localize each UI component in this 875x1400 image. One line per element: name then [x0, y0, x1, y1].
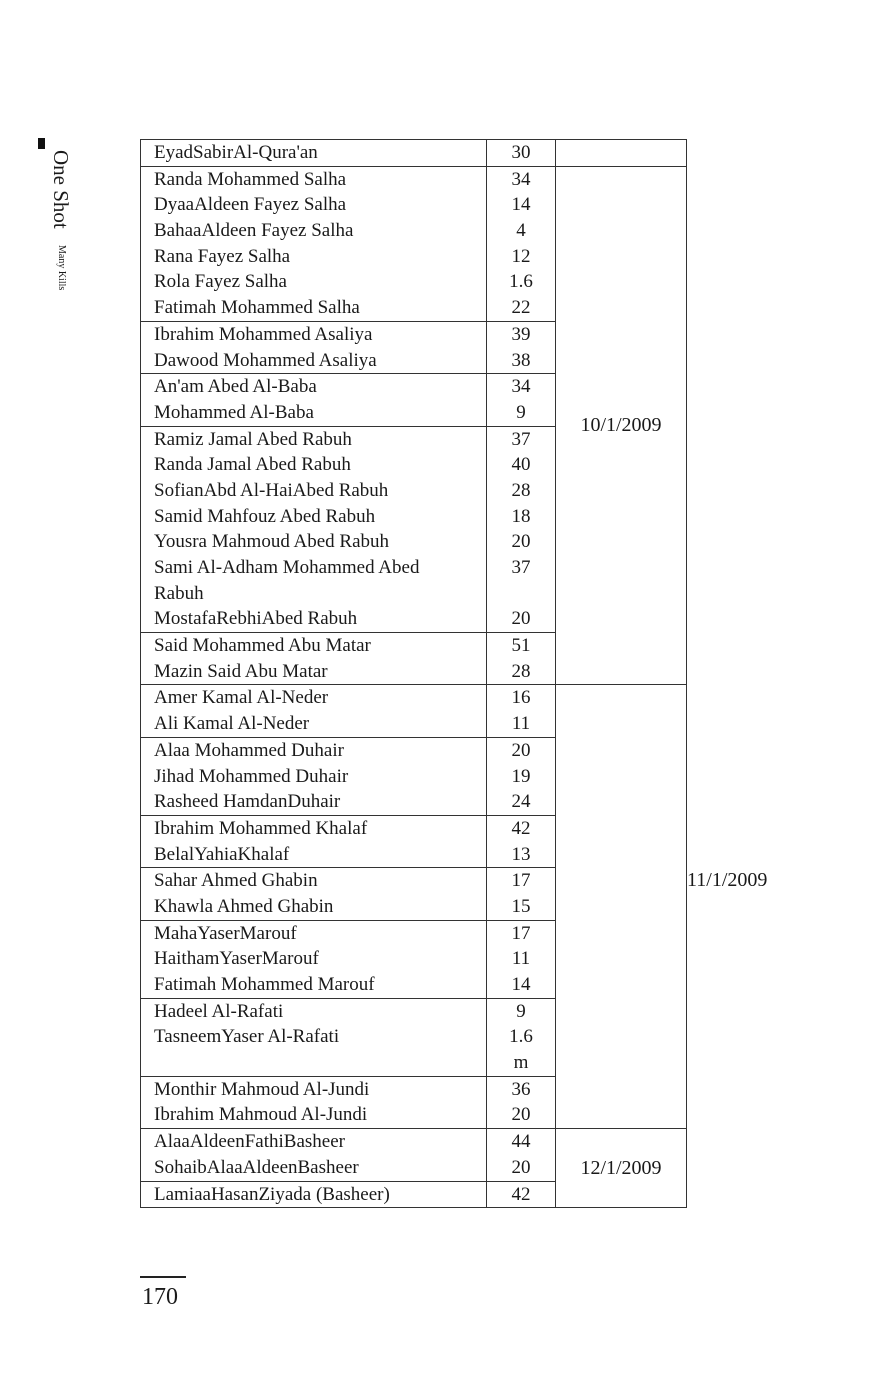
victim-age: 1.6 — [509, 271, 533, 293]
table-row — [141, 685, 687, 737]
victims-table — [140, 139, 768, 1208]
victim-age: 42 — [511, 817, 531, 839]
victim-age: 36 — [511, 1078, 531, 1100]
name-cell — [141, 321, 487, 373]
victim-name: Alaa Mohammed Duhair — [154, 739, 344, 761]
victim-age: 9 — [516, 1000, 526, 1022]
victim-age: 24 — [511, 791, 531, 813]
victim-name: Amer Kamal Al-Neder — [154, 687, 329, 709]
victim-age: 17 — [511, 870, 531, 892]
victim-name: Rola Fayez Salha — [154, 271, 287, 293]
name-spacer — [154, 1050, 486, 1076]
age-cell — [487, 1076, 556, 1128]
victim-name: BelalYahiaKhalaf — [154, 843, 290, 865]
name-cell — [141, 1129, 487, 1181]
table-row — [141, 920, 687, 998]
name-cell — [141, 868, 487, 920]
victim-name: Sahar Ahmed Ghabin — [154, 870, 318, 892]
table-row — [141, 868, 687, 920]
age-cell — [487, 140, 556, 167]
name-cell — [141, 920, 487, 998]
name-cell — [141, 815, 487, 867]
name-cell — [141, 685, 487, 737]
victim-name: Khawla Ahmed Ghabin — [154, 895, 334, 917]
victim-name: Jihad Mohammed Duhair — [154, 765, 349, 787]
victim-age: 34 — [511, 376, 531, 398]
victim-name: Fatimah Mohammed Marouf — [154, 974, 375, 995]
victim-name: DyaaAldeen Fayez Salha — [154, 194, 347, 216]
victim-name: SohaibAlaaAldeenBasheer — [154, 1156, 359, 1178]
victim-age: 18 — [511, 505, 531, 527]
age-cell — [487, 868, 556, 920]
victim-name: Ramiz Jamal Abed Rabuh — [154, 428, 352, 450]
name-cell — [141, 166, 487, 321]
victim-age: 44 — [511, 1131, 531, 1153]
table-row — [141, 1129, 687, 1181]
victim-age: 16 — [511, 687, 531, 709]
footer-rule — [140, 1276, 186, 1278]
victim-name: EyadSabirAl-Qura'an — [154, 142, 318, 163]
victim-name: Samid Mahfouz Abed Rabuh — [154, 505, 376, 527]
victim-name: AlaaAldeenFathiBasheer — [154, 1131, 345, 1153]
victim-age: 39 — [511, 323, 531, 345]
victim-name: Hadeel Al-Rafati — [154, 1000, 284, 1022]
victim-name: Fatimah Mohammed Salha — [154, 297, 360, 319]
victim-name: TasneemYaser Al-Rafati — [154, 1026, 340, 1048]
victim-age: m — [513, 1052, 529, 1074]
age-cell — [487, 1129, 556, 1181]
victim-name: Monthir Mahmoud Al-Jundi — [154, 1078, 370, 1100]
victim-age: 30 — [511, 142, 531, 163]
age-cell — [487, 374, 556, 426]
name-cell — [141, 633, 487, 685]
victim-age: 14 — [511, 974, 531, 995]
name-cell — [141, 426, 487, 633]
date-cell — [556, 166, 687, 685]
victim-age: 20 — [511, 608, 531, 630]
victim-age: 12 — [511, 245, 531, 267]
victim-name: Yousra Mahmoud Abed Rabuh — [154, 531, 390, 553]
victim-age: 28 — [511, 479, 531, 501]
victim-name: Dawood Mohammed Asaliya — [154, 349, 377, 371]
age-cell — [487, 920, 556, 998]
victim-age: 19 — [511, 765, 531, 787]
victim-name: Randa Mohammed Salha — [154, 168, 347, 190]
victim-age: 4 — [516, 220, 526, 242]
name-cell — [141, 1181, 487, 1208]
victim-name: Randa Jamal Abed Rabuh — [154, 454, 351, 476]
age-cell — [487, 426, 556, 633]
victim-name: HaithamYaserMarouf — [154, 948, 319, 970]
table-row — [141, 140, 687, 167]
table-row — [141, 815, 687, 867]
date-cell — [556, 1129, 687, 1208]
victim-name: An'am Abed Al-Baba — [154, 376, 317, 398]
table-row — [141, 1076, 687, 1128]
victim-name: Rasheed HamdanDuhair — [154, 791, 341, 813]
victim-age: 20 — [511, 1104, 531, 1126]
victim-name: BahaaAldeen Fayez Salha — [154, 220, 354, 242]
age-cell — [487, 166, 556, 321]
table-row — [141, 166, 687, 321]
victim-age: 1.6 — [509, 1026, 533, 1048]
victim-name: SofianAbd Al-HaiAbed Rabuh — [154, 479, 389, 501]
victim-name: Mazin Said Abu Matar — [154, 660, 328, 682]
name-cell — [141, 374, 487, 426]
age-cell — [487, 737, 556, 815]
name-cell — [141, 737, 487, 815]
incident-date: 12/1/2009 — [580, 1156, 662, 1179]
victim-age: 37 — [511, 428, 531, 450]
victim-age: 14 — [511, 194, 531, 216]
victim-age: 20 — [511, 1156, 531, 1178]
victim-age: 42 — [511, 1183, 531, 1205]
age-cell — [487, 998, 556, 1076]
table-row — [141, 998, 687, 1076]
chapter-marker-bar — [38, 138, 45, 149]
victim-age: 9 — [516, 401, 526, 423]
age-cell — [487, 1181, 556, 1208]
name-cell — [141, 1076, 487, 1128]
victim-name: Ibrahim Mohammed Asaliya — [154, 323, 373, 345]
victim-age: 51 — [511, 635, 531, 657]
victim-age: 22 — [511, 297, 531, 319]
victim-age: 37 — [511, 557, 531, 578]
victim-age: 20 — [511, 531, 531, 553]
victim-name: Ali Kamal Al-Neder — [154, 713, 310, 735]
victim-name: Said Mohammed Abu Matar — [154, 635, 371, 657]
name-cell — [141, 998, 487, 1076]
incident-date: 11/1/2009 — [687, 869, 768, 892]
victim-name: MahaYaserMarouf — [154, 922, 297, 944]
incident-date: 10/1/2009 — [580, 414, 662, 437]
running-header — [48, 150, 73, 290]
victim-name: MostafaRebhiAbed Rabuh — [154, 608, 358, 630]
victim-name: LamiaaHasanZiyada (Basheer) — [154, 1183, 390, 1205]
age-cell — [487, 633, 556, 685]
table-row — [141, 737, 687, 815]
victim-age: 11 — [511, 713, 531, 735]
victim-name: Ibrahim Mohammed Khalaf — [154, 817, 368, 839]
age-cell — [487, 815, 556, 867]
victim-age: 20 — [511, 739, 531, 761]
victim-age: 15 — [511, 895, 531, 917]
victim-age: 28 — [511, 660, 531, 682]
age-spacer — [487, 581, 555, 607]
book-title: One Shot — [49, 150, 73, 229]
victim-age: 38 — [511, 349, 531, 371]
age-cell — [487, 685, 556, 737]
victim-age: 34 — [511, 168, 531, 190]
victim-age: 40 — [511, 454, 531, 476]
victim-name: Rabuh — [154, 582, 204, 604]
victim-name: Ibrahim Mahmoud Al-Jundi — [154, 1104, 368, 1126]
victim-age: 13 — [511, 843, 531, 865]
page-number: 170 — [142, 1284, 178, 1310]
age-cell — [487, 321, 556, 373]
date-cell — [556, 140, 687, 167]
victim-name: Sami Al-Adham Mohammed Abed — [154, 557, 420, 578]
victim-name: Mohammed Al-Baba — [154, 401, 314, 423]
victim-age: 17 — [511, 922, 531, 944]
victims-table-body — [141, 140, 768, 1208]
victim-name: Rana Fayez Salha — [154, 245, 291, 267]
name-cell — [141, 140, 487, 167]
book-subtitle: Many Kills — [56, 244, 67, 291]
victim-age: 11 — [511, 948, 531, 970]
